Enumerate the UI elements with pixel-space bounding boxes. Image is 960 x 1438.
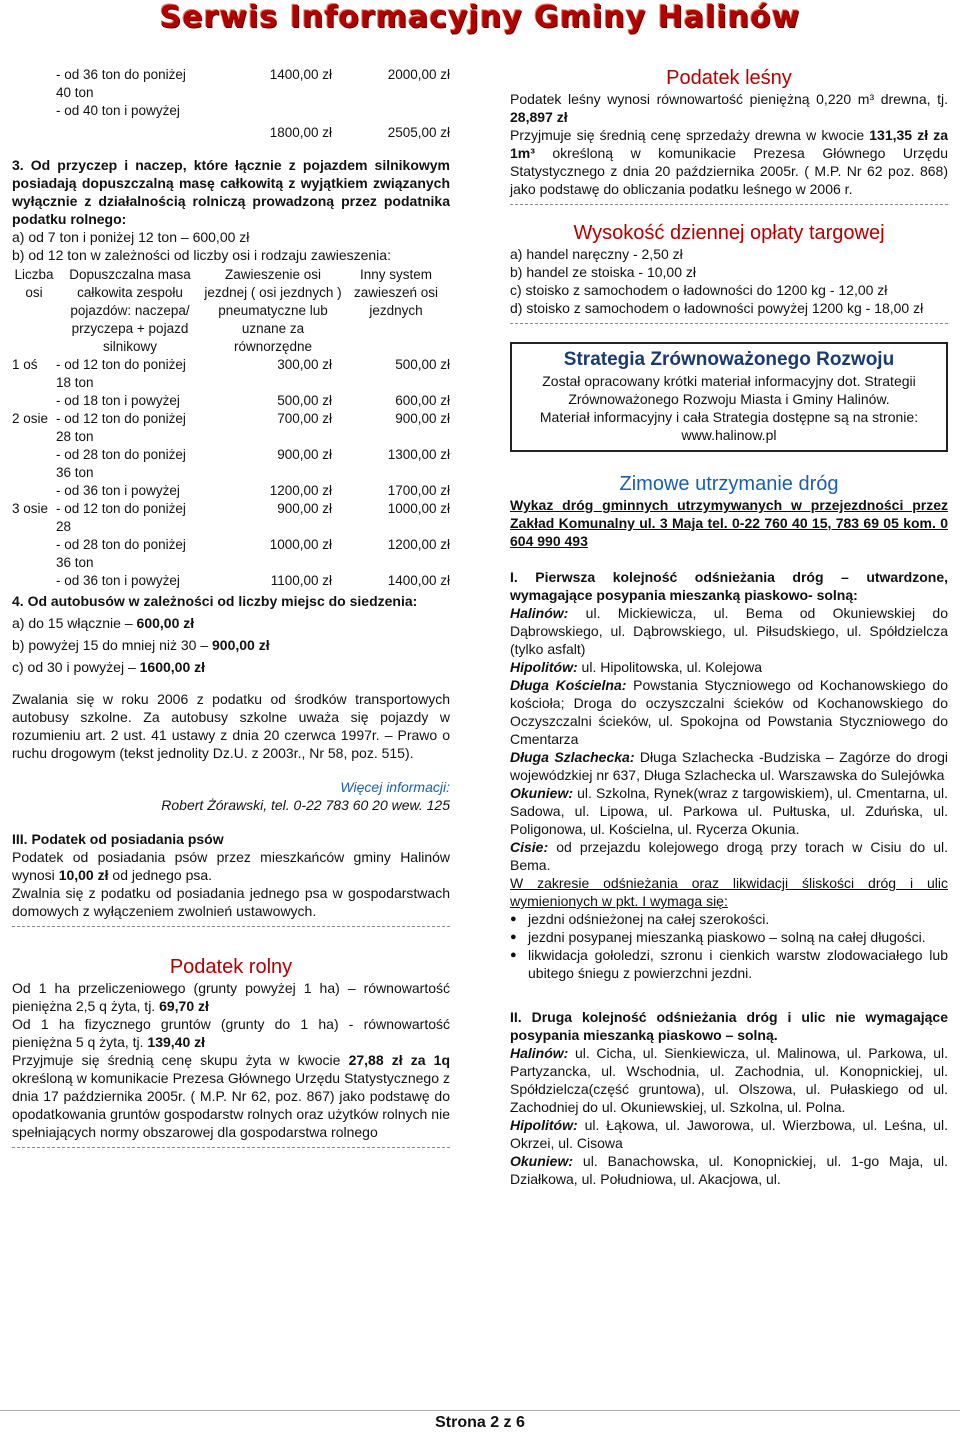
row-value-2: 2505,00 zł bbox=[387, 125, 450, 140]
agri-tax-basis: Przyjmuje się średnią cenę skupu żyta w kwocie 27,88 zł za 1q określoną w komunikacie Prezesa Głównego Urzędu Statystycznego z dnia 17 października 2005r. ( M.P. Nr 62, poz. 867) jako podstawę do opodatkowania gruntów gospodarstw rolnych oraz użytków rolnych nie spełniających normy obszarowej dla gospodarstwa rolnego bbox=[12, 1052, 451, 1140]
dog-tax-rate: Podatek od posiadania psów przez mieszkańców gminy Halinów wynosi 10,00 zł od jednego psa. bbox=[12, 849, 450, 883]
row-value-1: 1100,00 zł bbox=[270, 573, 332, 588]
strategy-text: Został opracowany krótki materiał informacyjny dot. Strategii Zrównoważonego Rozwoju Miasta i Gminy Halinów. bbox=[542, 373, 916, 407]
row-desc: - od 36 ton i powyżej bbox=[56, 483, 180, 498]
table-header-row bbox=[12, 266, 450, 356]
row-axles bbox=[12, 392, 56, 410]
priority-one-heading: I. Pierwsza kolejność odśnieżania dróg – utwardzone, wymagające posypania mieszanką piaskowo- solną: bbox=[510, 569, 948, 603]
banner-title: Serwis Informacyjny Gminy Halinów bbox=[159, 0, 801, 35]
table-row bbox=[12, 482, 450, 500]
row-value-1: 1400,00 zł bbox=[269, 67, 332, 82]
row-axles: 2 osie bbox=[12, 411, 49, 426]
row-value-2: 2000,00 zł bbox=[387, 67, 450, 82]
left-column bbox=[12, 66, 450, 1154]
agri-tax-rate-1: Od 1 ha przeliczeniowego (grunty powyżej 1 ha) – równowartość pieniężna 2,5 q żyta, tj. 69,70 zł bbox=[12, 980, 450, 1014]
requirements-list bbox=[510, 910, 948, 982]
forest-tax-rate: Podatek leśny wynosi równowartość pieniężną 0,220 m³ drewna, tj. 28,897 zł bbox=[510, 91, 948, 125]
list-item: Halinów: ul. Cicha, ul. Sienkiewicza, ul. Malinowa, ul. Parkowa, ul. Partyzancka, ul. Wschodnia, ul. Zachodnia, ul. Konopnickiej, ul. Spółdzielcza(część gruntowa), ul. Olszowa, ul. Pułaskiego od ul. Zachodniej do ul. Okuniewskiej, ul. Szkolna, ul. Polna. bbox=[510, 1045, 948, 1115]
table-row bbox=[12, 66, 450, 102]
row-desc: - od 12 ton do poniżej 28 ton bbox=[56, 411, 186, 444]
table-row bbox=[12, 572, 450, 590]
header-axles: Liczba osi bbox=[14, 267, 54, 300]
list-item: ● jezdni posypanej mieszanką piaskowo – solną na całej długości. bbox=[510, 928, 948, 946]
right-column bbox=[510, 66, 948, 1188]
trailer-item-b: b) od 12 ton w zależności od liczby osi i rodzaju zawieszenia: bbox=[12, 247, 391, 263]
table-row bbox=[12, 410, 450, 446]
list-item: Długa Szlachecka: Długa Szlachecka -Budziska – Zagórze do drogi wojewódzkiej nr 637, Długa Szlachecka ul. Warszawska do Sulejówka bbox=[510, 749, 949, 783]
winter-maintenance-subtitle: Wykaz dróg gminnych utrzymywanych w przejezdności przez Zakład Komunalny ul. 3 Maja tel. 0-22 760 40 15, 783 69 05 kom. 0 604 990 493 bbox=[510, 497, 948, 549]
row-axles bbox=[12, 536, 56, 572]
row-desc: - od 18 ton i powyżej bbox=[56, 393, 180, 408]
table-row bbox=[12, 446, 450, 482]
table-row bbox=[12, 356, 450, 392]
bus-item-c: c) od 30 i powyżej – 1600,00 zł bbox=[12, 659, 206, 675]
row-value-1: 1000,00 zł bbox=[269, 537, 332, 552]
header-pneumatic: Zawieszenie osi jezdnej ( osi jezdnych ) pneumatyczne lub uznane za równorzędne bbox=[204, 267, 342, 354]
header-other: Inny system zawieszeń osi jezdnych bbox=[353, 267, 439, 318]
header-mass: Dopuszczalna masa całkowita zespołu pojazdów: naczepa/ przyczepa + pojazd silnikowy bbox=[69, 267, 191, 354]
row-desc: - od 12 ton do poniżej 18 ton bbox=[56, 357, 186, 390]
table-row bbox=[12, 536, 450, 572]
list-item: ● jezdni odśnieżonej na całej szerokości. bbox=[510, 910, 948, 928]
strategy-link[interactable]: www.halinow.pl bbox=[681, 427, 777, 443]
strategy-title: Strategia Zrównoważonego Rozwoju bbox=[563, 349, 895, 370]
row-desc: - od 36 ton do poniżej 40 ton bbox=[56, 67, 186, 100]
table-row bbox=[12, 500, 450, 536]
market-fee-title: Wysokość dziennej opłaty targowej bbox=[573, 222, 885, 244]
market-fee-item: b) handel ze stoiska - 10,00 zł bbox=[510, 264, 696, 280]
row-desc: - od 28 ton do poniżej 36 ton bbox=[56, 447, 186, 480]
row-value-2: 1200,00 zł bbox=[387, 537, 450, 552]
bus-heading: 4. Od autobusów w zależności od liczby miejsc do siedzenia: bbox=[12, 593, 418, 609]
row-value-2: 1400,00 zł bbox=[387, 573, 450, 588]
row-axles bbox=[12, 482, 56, 500]
strategy-availability: Materiał informacyjny i cała Strategia dostępne są na stronie: bbox=[539, 409, 919, 425]
list-item: Halinów: ul. Mickiewicza, ul. Bema od Okuniewskiej do Dąbrowskiego, ul. Dąbrowskiego, ul. Piłsudskiego, ul. Spółdzielcza (tylko asfalt) bbox=[510, 605, 948, 657]
agri-tax-rate-2: Od 1 ha fizycznego gruntów (grunty do 1 ha) - równowartość pieniężna 5 q żyta, tj. 139,40 zł bbox=[12, 1016, 450, 1050]
trailer-item-a: a) od 7 ton i poniżej 12 ton – 600,00 zł bbox=[12, 229, 250, 245]
divider bbox=[510, 204, 948, 205]
row-value-1: 300,00 zł bbox=[277, 357, 332, 372]
bus-item-b: b) powyżej 15 do mniej niż 30 – 900,00 zł bbox=[12, 637, 270, 653]
axle-rate-table bbox=[12, 266, 450, 590]
row-value-2: 1300,00 zł bbox=[387, 447, 450, 462]
winter-maintenance-title: Zimowe utrzymanie dróg bbox=[619, 473, 839, 495]
top-rate-table bbox=[12, 66, 450, 142]
row-desc: - od 12 ton do poniżej 28 bbox=[56, 501, 186, 534]
more-info-label: Więcej informacji: bbox=[340, 779, 450, 795]
requirements-heading: W zakresie odśnieżania oraz likwidacji śliskości dróg i ulic wymienionych w pkt. I wymaga się: bbox=[510, 875, 948, 909]
header-banner bbox=[0, 0, 960, 34]
priority-two-heading: II. Druga kolejność odśnieżania dróg i ulic nie wymagające posypania mieszanką piaskowo – solną. bbox=[510, 1009, 948, 1043]
dog-tax-title: III. Podatek od posiadania psów bbox=[12, 831, 224, 847]
list-item: Okuniew: ul. Banachowska, ul. Konopnickiej, ul. 1-go Maja, ul. Działkowa, ul. Południowa, ul. Akacjowa, ul. bbox=[510, 1153, 948, 1187]
forest-tax-title: Podatek leśny bbox=[666, 67, 792, 89]
row-value-1: 900,00 zł bbox=[277, 501, 332, 516]
market-fee-item: c) stoisko z samochodem o ładowności do 1200 kg - 12,00 zł bbox=[510, 282, 888, 298]
divider bbox=[510, 323, 948, 324]
row-axles: 1 oś bbox=[12, 357, 38, 372]
divider bbox=[12, 926, 450, 927]
row-axles: 3 osie bbox=[12, 501, 49, 516]
bus-item-a: a) do 15 włącznie – 600,00 zł bbox=[12, 615, 195, 631]
forest-tax-basis: Przyjmuje się średnią cenę sprzedaży drewna w kwocie 131,35 zł za 1m³ określoną w komunikacie Prezesa Głównego Urzędu Statystycznego z dnia 20 października 2005r. ( M.P. Nr 62 poz. 868) jako podstawę do obliczania podatku leśnego w 2006 r. bbox=[510, 127, 948, 197]
row-value-1: 1200,00 zł bbox=[269, 483, 332, 498]
row-value-2: 900,00 zł bbox=[395, 411, 450, 426]
row-value-2: 500,00 zł bbox=[395, 357, 450, 372]
row-desc: - od 28 ton do poniżej 36 ton bbox=[56, 537, 186, 570]
agri-tax-title: Podatek rolny bbox=[169, 956, 293, 978]
table-row bbox=[12, 102, 450, 142]
dog-tax-exemption: Zwalnia się z podatku od posiadania jednego psa w gospodarstwach domowych z wyłączeniem zwolnień ustawowych. bbox=[12, 885, 450, 919]
row-value-2: 1700,00 zł bbox=[387, 483, 450, 498]
trailer-heading: 3. Od przyczep i naczep, które łącznie z pojazdem silnikowym posiadają dopuszczalną masę całkowitą z wyjątkiem związanych wyłącznie z działalnością rolniczą prowadzoną przez podatnika podatku rolnego: bbox=[12, 157, 450, 227]
contact-line: Robert Żórawski, tel. 0-22 783 60 20 wew. 125 bbox=[161, 797, 450, 813]
row-value-1: 1800,00 zł bbox=[269, 125, 332, 140]
market-fee-item: a) handel naręczny - 2,50 zł bbox=[510, 246, 683, 262]
row-desc: - od 40 ton i powyżej bbox=[56, 103, 180, 118]
list-item: Cisie: od przejazdu kolejowego drogą przy torach w Cisiu do ul. Bema. bbox=[510, 839, 948, 873]
market-fee-item: d) stoisko z samochodem o ładowności powyżej 1200 kg - 18,00 zł bbox=[510, 300, 924, 316]
row-desc: - od 36 ton i powyżej bbox=[56, 573, 180, 588]
row-value-1: 700,00 zł bbox=[277, 411, 332, 426]
row-value-1: 900,00 zł bbox=[277, 447, 332, 462]
strategy-box bbox=[510, 342, 948, 452]
list-item: Hipolitów: ul. Łąkowa, ul. Jaworowa, ul. Wierzbowa, ul. Leśna, ul. Okrzei, ul. Cisowa bbox=[510, 1117, 948, 1151]
school-bus-exemption: Zwalania się w roku 2006 z podatku od środków transportowych autobusy szkolne. Za autobusy szkolne uważa się pojazdy w rozumieniu art. 2 ust. 41 ustawy z dnia 20 czerwca 1997r. – Prawo o ruchu drogowym (tekst jednolity Dz.U. z 2003r., Nr 58, poz. 515). bbox=[12, 691, 450, 761]
row-value-2: 1000,00 zł bbox=[387, 501, 450, 516]
row-value-2: 600,00 zł bbox=[395, 393, 450, 408]
page-number: Strona 2 z 6 bbox=[435, 1414, 525, 1431]
table-row bbox=[12, 392, 450, 410]
list-item: Długa Kościelna: Powstania Styczniowego od Kochanowskiego do kościoła; Droga do oczyszczalni ścieków od Kochanowskiego do Oczyszczalni ścieków, ul. Spokojna od Powstania Styczniowego do Cmentarza bbox=[510, 677, 948, 747]
row-value-1: 500,00 zł bbox=[277, 393, 332, 408]
list-item: ● likwidacja gołoledzi, szronu i cienkich warstw zlodowaciałego lub ubitego śniegu z powierzchni jezdni. bbox=[510, 946, 948, 982]
divider bbox=[12, 1147, 450, 1148]
list-item: Okuniew: ul. Szkolna, Rynek(wraz z targowiskiem), ul. Cmentarna, ul. Sadowa, ul. Lipowa, ul. Parkowa ul. Pułtuska, ul. Zduńska, ul. Poligonowa, ul. Kościelna, ul. Rycerza Okunia. bbox=[510, 785, 948, 837]
row-axles bbox=[12, 446, 56, 482]
footer-divider bbox=[0, 1410, 960, 1411]
list-item: Hipolitów: ul. Hipolitowska, ul. Kolejowa bbox=[510, 659, 763, 675]
row-axles bbox=[12, 572, 56, 590]
